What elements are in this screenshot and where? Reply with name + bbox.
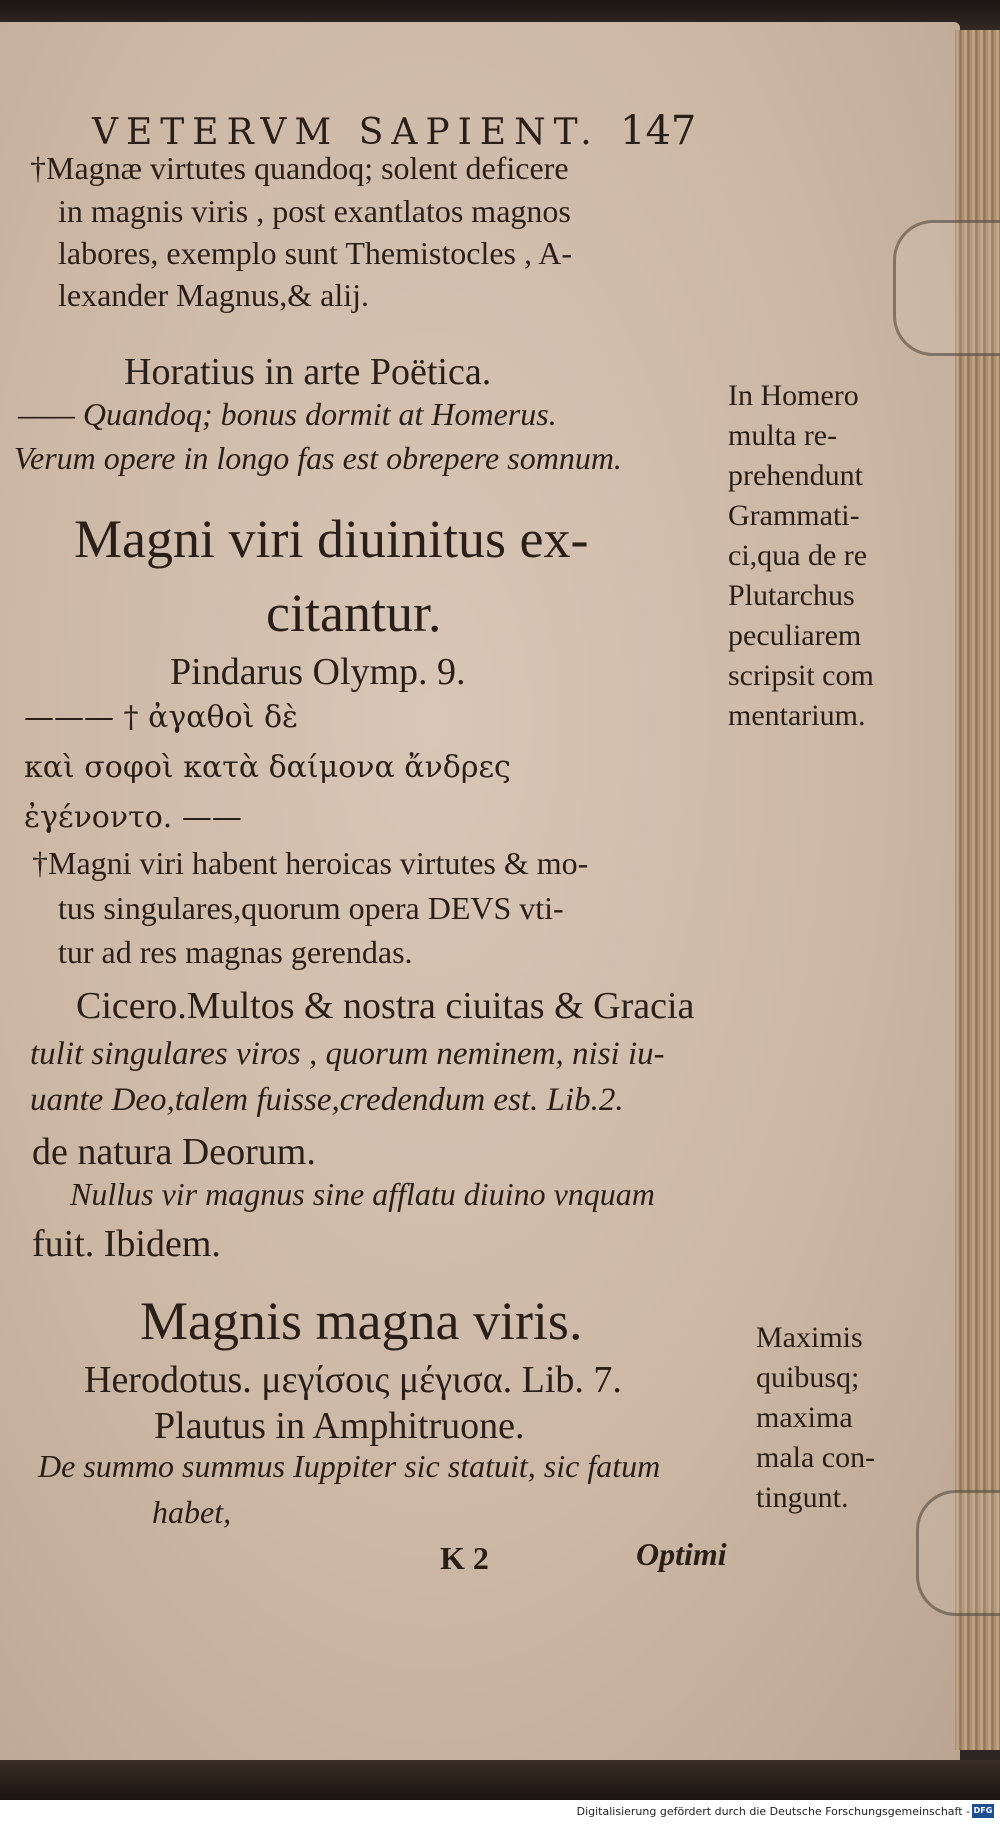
dfg-logo: DFG — [972, 1804, 994, 1818]
horatius-quote-line: —— Quandoq; bonus dormit at Homerus. — [18, 396, 557, 432]
margin-note-line: Plutarchus — [728, 579, 855, 612]
para1-line: †Magnæ virtutes quandoq; solent deficere — [30, 150, 569, 186]
page-clip-bottom — [916, 1490, 1000, 1616]
greek-line: καὶ σοφοὶ κατὰ δαίμονα ἄνδρες — [24, 750, 511, 785]
para1-line: in magnis viris , post exantlatos magnos — [58, 193, 571, 229]
margin-note-line: multa re- — [728, 419, 838, 452]
greek-line: ——— † ἀγαθοὶ δὲ — [24, 700, 299, 735]
signature-mark: K 2 — [440, 1540, 489, 1576]
para2-line: †Magni viri habent heroicas virtutes & mo- — [32, 845, 589, 881]
horatius-heading: Horatius in arte Poëtica. — [124, 351, 492, 393]
section-heading-2: Magnis magna viris. — [140, 1291, 583, 1351]
plautus-quote-line: habet, — [152, 1494, 232, 1530]
margin-note-line: ci,qua de re — [728, 539, 868, 572]
catchword: Optimi — [636, 1536, 727, 1572]
para2-line: tur ad res magnas gerendas. — [58, 934, 413, 970]
margin-note-line: Grammati- — [728, 499, 860, 532]
cicero-line: uante Deo,talem fuisse,credendum est. Lib.2. — [30, 1082, 624, 1118]
margin-note-line: prehendunt — [728, 459, 863, 492]
margin-note-line: Maximis — [756, 1321, 863, 1354]
margin-note-line: tingunt. — [756, 1481, 849, 1514]
section-heading: Magni viri diuinitus ex- — [74, 509, 589, 569]
footer-credit: Digitalisierung gefördert durch die Deutsche Forschungsgemeinschaft - — [576, 1805, 970, 1818]
nullus-line: Nullus vir magnus sine afflatu diuino vnquam — [70, 1176, 655, 1212]
herodotus-line: Herodotus. μεγίσοις μέγισα. Lib. 7. — [84, 1359, 622, 1401]
margin-note-line: maxima — [756, 1401, 853, 1434]
margin-note-line: scripsit com — [728, 659, 874, 692]
horatius-quote-line: Verum opere in longo fas est obrepere somnum. — [14, 440, 622, 476]
running-head: VETERVM SAPIENT. — [92, 112, 600, 153]
margin-note-maximis — [756, 1318, 875, 1518]
margin-note-line: peculiarem — [728, 619, 862, 652]
plautus-heading: Plautus in Amphitruone. — [154, 1405, 525, 1447]
cicero-line: Cicero.Multos & nostra ciuitas & Gracia — [76, 985, 695, 1027]
nullus-line: fuit. Ibidem. — [32, 1223, 221, 1265]
margin-note-homero — [728, 376, 874, 736]
margin-note-line: In Homero — [728, 379, 859, 412]
pindarus-heading: Pindarus Olymp. 9. — [170, 651, 466, 693]
cicero-line: tulit singulares viros , quorum neminem, nisi iu- — [30, 1036, 665, 1072]
plautus-quote-line: De summo summus Iuppiter sic statuit, sic fatum — [38, 1448, 661, 1484]
bottom-shadow — [0, 1760, 1000, 1800]
margin-note-line: mala con- — [756, 1441, 876, 1474]
page-clip-top — [893, 220, 1000, 356]
greek-line: ἐγένοντο. —— — [24, 800, 242, 835]
margin-note-line: quibusq; — [756, 1361, 860, 1394]
para1-line: labores, exemplo sunt Themistocles , A- — [58, 235, 572, 271]
page-number: 147 — [620, 108, 697, 154]
para1-line: lexander Magnus,& alij. — [58, 277, 370, 313]
margin-note-line: mentarium. — [728, 699, 866, 732]
cicero-line: de natura Deorum. — [32, 1131, 316, 1173]
section-heading: citantur. — [266, 583, 442, 643]
para2-line: tus singulares,quorum opera DEVS vti- — [58, 890, 564, 926]
